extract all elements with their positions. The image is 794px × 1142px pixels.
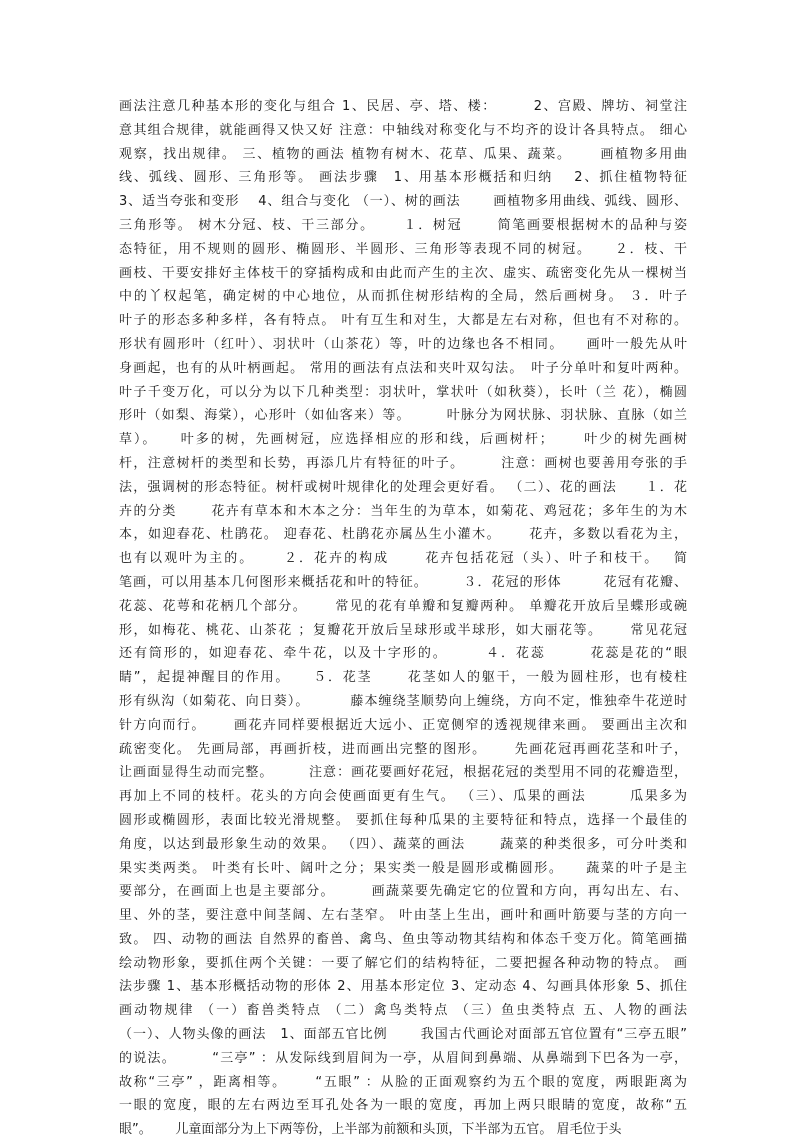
text-line: 形叶（如梨、海棠），心形叶（如仙客来）等。 叶脉分为网状脉、羽状脉、直脉（如兰 <box>119 408 687 424</box>
text-line: 法步骤 1、基本形概括动物的形体 2、用基本形定位 3、定动态 4、勾画具体形象 5、抓住 <box>119 979 687 995</box>
text-line: 线、弧线、圆形、三角形等。 画法步骤 1、用基本形概括和归纳 2、抓住植物特征 <box>119 170 687 186</box>
text-line: 也有以观叶为主的。 ２．花卉的构成 花卉包括花冠（头）、叶子和枝干。 简 <box>119 551 687 567</box>
text-line: 叶子的形态多种多样，各有特点。 叶有互生和对生，大都是左右对称，但也有不对称的。 <box>119 313 687 329</box>
text-line: 叶子千变万化，可以分为以下几种类型：羽状叶，掌状叶（如秋葵），长叶（兰 花），椭圆 <box>119 384 687 400</box>
text-line: 让画面显得生动而完整。 注意：画花要画好花冠，根据花冠的类型用不同的花瓣造型， <box>119 765 687 781</box>
text-line: 中的丫权起笔，确定树的中心地位，从而抓住树形结构的全局，然后画树身。 ３．叶子 <box>119 289 687 305</box>
text-line: 法，强调树的形态特征。树杆或树叶规律化的处理会更好看。 （二）、花的画法 １．花 <box>119 479 687 495</box>
text-line: 还有筒形的，如迎春花、牵牛花，以及十字形的。 ４．花蕊 花蕊是花的“眼 <box>119 646 687 662</box>
text-line: 针方向而行。 画花卉同样要根据近大远小、正宽侧窄的透视规律来画。 要画出主次和 <box>119 717 687 733</box>
text-line: 再加上不同的枝杆。花头的方向会使画面更有生气。 （三）、瓜果的画法 瓜果多为 <box>119 789 687 805</box>
text-line: 一眼的宽度，眼的左右两边至耳孔处各为一眼的宽度，再加上两只眼睛的宽度，故称“五 <box>119 1098 687 1114</box>
body-text <box>119 95 687 1142</box>
text-line: 疏密变化。 先画局部，再画折枝，进而画出完整的图形。 先画花冠再画花茎和叶子， <box>119 741 687 757</box>
text-line: 画枝、干要安排好主体枝干的穿插构成和由此而产生的主次、虚实、疏密变化先从一棵树当 <box>119 265 687 281</box>
text-line: 观察，找出规律。 三、植物的画法 植物有树木、花草、瓜果、蔬菜。 画植物多用曲 <box>119 146 687 162</box>
text-line: 卉的分类 花卉有草本和木本之分：当年生的为草本，如菊花、鸡冠花；多年生的为木 <box>119 503 687 519</box>
text-line: 本，如迎春花、杜鹃花。 迎春花、杜鹃花亦属丛生小灌木。 花卉，多数以看花为主， <box>119 527 687 543</box>
text-line: 里、外的茎，要注意中间茎阔、左右茎窄。 叶由茎上生出，画叶和画叶筋要与茎的方向一 <box>119 908 687 924</box>
text-line: 要部分，在画面上也是主要部分。 画蔬菜要先确定它的位置和方向，再勾出左、右、 <box>119 884 687 900</box>
text-line: 的说法。 “三亭” ：从发际线到眉间为一亭，从眉间到鼻端、从鼻端到下巴各为一亭， <box>119 1050 687 1066</box>
text-line: 果实类两类。 叶类有长叶、阔叶之分；果实类一般是圆形或椭圆形。 蔬菜的叶子是主 <box>119 860 687 876</box>
text-line: 形有纵沟（如菊花、向日葵）。 藤本缠绕茎顺势向上缠绕，方向不定，惟独牵牛花逆时 <box>119 693 687 709</box>
text-line: 绘动物形象，要抓住两个关键：一要了解它们的结构特征，二要把握各种动物的特点。 画 <box>119 955 687 971</box>
text-line: 笔画，可以用基本几何图形来概括花和叶的特征。 ３．花冠的形体 花冠有花瓣、 <box>119 574 687 590</box>
text-line: 草）。 叶多的树，先画树冠，应选择相应的形和线，后画树杆； 叶少的树先画树 <box>119 432 687 448</box>
text-line: 三角形等。 树木分冠、枝、干三部分。 １．树冠 简笔画要根据树木的品种与姿 <box>119 217 687 233</box>
text-line: 角度，以达到最形象生动的效果。 （四）、蔬菜的画法 蔬菜的种类很多，可分叶类和 <box>119 836 687 852</box>
text-line: 睛”，起提神醒目的作用。 ５．花茎 花茎如人的躯干，一般为圆柱形，也有棱柱 <box>119 670 687 686</box>
text-line: 眼”。 儿童面部分为上下两等份，上半部为前额和头顶，下半部为五官。 眉毛位于头 <box>119 1122 622 1138</box>
text-line: 态特征，用不规则的圆形、椭圆形、半圆形、三角形等表现不同的树冠。 ２．枝、干 <box>119 241 687 257</box>
text-line: 圆形或椭圆形，表面比较光滑规整。 要抓住每种瓜果的主要特征和特点，选择一个最佳的 <box>119 812 687 828</box>
text-line: 致。 四、动物的画法 自然界的畜兽、禽鸟、鱼虫等动物其结构和体态千变万化。简笔画描 <box>119 931 687 947</box>
text-line: 身画起，也有的从叶柄画起。 常用的画法有点法和夹叶双勾法。 叶子分单叶和复叶两种。 <box>119 360 687 376</box>
text-line: 花蕊、花萼和花柄几个部分。 常见的花有单瓣和复瓣两种。 单瓣花开放后呈蝶形或碗 <box>119 598 687 614</box>
text-line: 3、适当夸张和变形 4、组合与变化 （一）、树的画法 画植物多用曲线、弧线、圆形、 <box>119 194 687 210</box>
text-line: 形状有圆形叶（红叶）、羽状叶（山茶花）等，叶的边缘也各不相同。 画叶一般先从叶 <box>119 336 687 352</box>
text-line: 画动物规律 （一）畜兽类特点 （二）禽鸟类特点 （三）鱼虫类特点 五、人物的画法 <box>119 1003 687 1019</box>
text-line: 杆，注意树杆的类型和长势，再添几片有特征的叶子。 注意：画树也要善用夸张的手 <box>119 455 687 471</box>
text-line: 故称“三亭” ，距离相等。 “五眼” ：从脸的正面观察约为五个眼的宽度，两眼距离为 <box>119 1074 687 1090</box>
text-line: 画法注意几种基本形的变化与组合 1、民居、亭、塔、楼： 2、宫殿、牌坊、祠堂注 <box>119 99 687 114</box>
text-line: （一）、人物头像的画法 1、面部五官比例 我国古代画论对面部五官位置有“三亭五眼” <box>119 1027 687 1043</box>
text-line: 意其组合规律，就能画得又快又好 注意：中轴线对称变化与不均齐的设计各具特点。 细心 <box>119 122 687 138</box>
text-line: 形，如梅花、桃花、山茶花 ；复瓣花开放后呈球形或半球形，如大丽花等。 常见花冠 <box>119 622 687 638</box>
